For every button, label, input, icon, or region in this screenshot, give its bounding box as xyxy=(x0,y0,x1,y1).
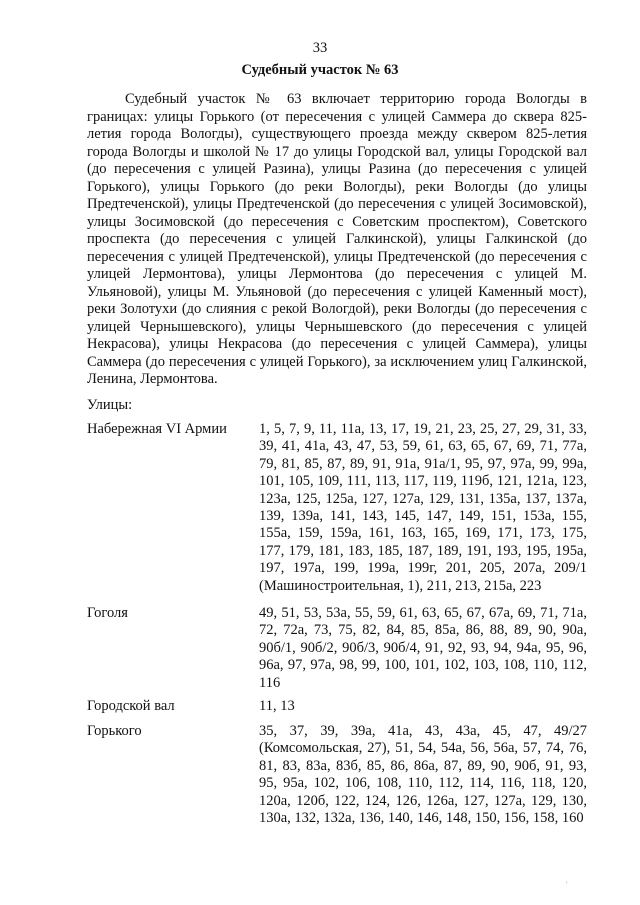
street-houses: 1, 5, 7, 9, 11, 11а, 13, 17, 19, 21, 23, 25, 27, 29, 31, 33, 39, 41, 41а, 43, 47, 53, 59, 61, 63, 65, 67, 69, 71, 77а, 79, 81, 85, 87, 89, 91, 91а, 91а/1, 95, 97, 97а, 99, 99а, 101, 105, 109, 111, 113, 117, 119, 119б, 121, 121а, 123, 123а, 125, 125а, 127, 127а, 129, 131, 135а, 137, 137а, 139, 139а, 141, 143, 145, 147, 149, 151, 153а, 155, 155а, 159, 159а, 161, 163, 165, 169, 171, 173, 175, 177, 179, 181, 183, 185, 187, 189, 191, 193, 195, 195а, 197, 197а, 199, 199а, 199г, 201, 205, 207а, 209/1 (Машиностроительная, 1), 211, 213, 215а, 223 xyxy=(259,421,587,594)
scan-mark: ′ xyxy=(566,880,568,889)
street-name: Горького xyxy=(87,723,142,739)
street-row xyxy=(87,605,587,692)
street-houses: 11, 13 xyxy=(259,698,295,714)
intro-paragraph: Судебный участок № 63 включает территорию города Вологды в границах: улицы Горького (от пересечения с улицей Саммера до сквера 825-летия города Вологды), существующего проезда между сквером 825-летия города Вологды и школой № 17 до улицы Городской вал, улицы Городской вал (до пересечения с улицей Разина), улицы Разина (до пересечения с улицей Горького), улицы Горького (до реки Вологды), реки Вологды (до улицы Предтеченской), улицы Предтеченской (до пересечения с улицей Зосимовской), улицы Зосимовской (до пересечения с Советским проспектом), Советского проспекта (до пересечения с улицей Галкинской), улицы Галкинской (до пересечения с улицей Предтеченской), улицы Предтеченской (до пересечения с улицей Лермонтова), улицы Лермонтова (до пересечения с улицей М. Ульяновой), улицы М. Ульяновой (до пересечения с улицей Каменный мост), реки Золотухи (до слияния с рекой Вологдой), реки Вологды (до пересечения с улицей Чернышевского), улицы Чернышевского (до пересечения с улицей Некрасова), улицы Некрасова (до пересечения с улицей Саммера), улицы Саммера (до пересечения с улицей Горького), за исключением улиц Галкинской, Ленина, Лермонтова. xyxy=(87,91,587,387)
street-name: Городской вал xyxy=(87,698,175,714)
street-row xyxy=(87,723,587,827)
street-houses: 35, 37, 39, 39а, 41а, 43, 43а, 45, 47, 49/27 (Комсомольская, 27), 51, 54, 54а, 56, 56а, 57, 74, 76, 81, 83, 83а, 83б, 85, 86, 86а, 87, 89, 90, 90б, 91, 93, 95, 95а, 102, 106, 108, 110, 112, 114, 116, 118, 120, 120а, 120б, 122, 124, 126, 126а, 127, 127а, 129, 130, 130а, 132, 132а, 136, 140, 146, 148, 150, 156, 158, 160 xyxy=(259,723,587,827)
street-name: Набережная VI Армии xyxy=(87,421,227,437)
page-number: 33 xyxy=(312,40,328,56)
street-row xyxy=(87,698,587,715)
streets-label: Улицы: xyxy=(87,397,133,413)
street-row xyxy=(87,421,587,595)
street-houses: 49, 51, 53, 53а, 55, 59, 61, 63, 65, 67, 67а, 69, 71, 71а, 72, 72а, 73, 75, 82, 84, 85, 85а, 86, 88, 89, 90, 90а, 90б/1, 90б/2, 90б/3, 90б/4, 91, 92, 93, 94, 94а, 95, 96, 96а, 97, 97а, 98, 99, 100, 101, 102, 103, 108, 110, 112, 116 xyxy=(259,605,587,691)
street-name: Гоголя xyxy=(87,605,128,621)
section-title: Судебный участок № 63 xyxy=(241,62,399,78)
